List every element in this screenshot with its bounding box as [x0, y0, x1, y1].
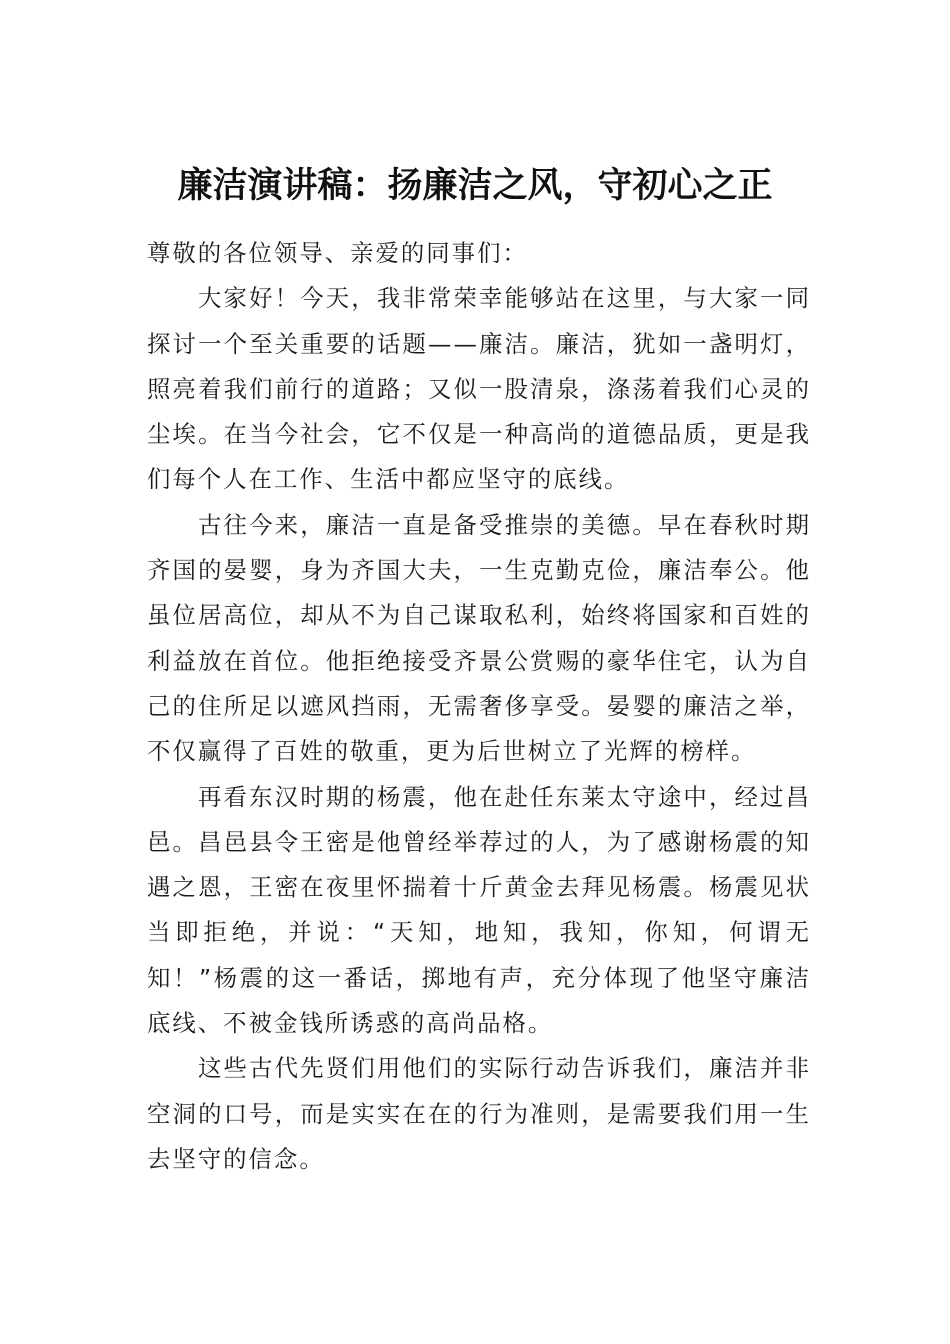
paragraph-yan-ying: 古往今来，廉洁一直是备受推崇的美德。早在春秋时期齐国的晏婴，身为齐国大夫，一生克勤克俭，廉洁奉公。他虽位居高位，却从不为自己谋取私利，始终将国家和百姓的利益放在首位。他拒绝接受齐景公赏赐的豪华住宅，认为自己的住所足以遮风挡雨，无需奢侈享受。晏婴的廉洁之举，不仅赢得了百姓的敬重，更为后世树立了光辉的榜样。 [147, 510, 811, 766]
paragraph-yang-zhen: 再看东汉时期的杨震，他在赴任东莱太守途中，经过昌邑。昌邑县令王密是他曾经举荐过的人，为了感谢杨震的知遇之恩，王密在夜里怀揣着十斤黄金去拜见杨震。杨震见状当即拒绝，并说：“天知，地知，我知，你知，何谓无知！”杨震的这一番话，掷地有声，充分体现了他坚守廉洁底线、不被金钱所诱惑的高尚品格。 [147, 782, 811, 1038]
document-body [147, 231, 811, 1182]
document-title: 廉洁演讲稿：扬廉洁之风，守初心之正 [177, 165, 773, 206]
salutation: 尊敬的各位领导、亲爱的同事们： [147, 239, 528, 267]
paragraph-opening: 大家好！今天，我非常荣幸能够站在这里，与大家一同探讨一个至关重要的话题——廉洁。廉洁，犹如一盏明灯，照亮着我们前行的道路；又似一股清泉，涤荡着我们心灵的尘埃。在当今社会，它不仅是一种高尚的道德品质，更是我们每个人在工作、生活中都应坚守的底线。 [147, 284, 811, 494]
paragraph-conclusion: 这些古代先贤们用他们的实际行动告诉我们，廉洁并非空洞的口号，而是实实在在的行为准则，是需要我们用一生去坚守的信念。 [147, 1054, 811, 1173]
